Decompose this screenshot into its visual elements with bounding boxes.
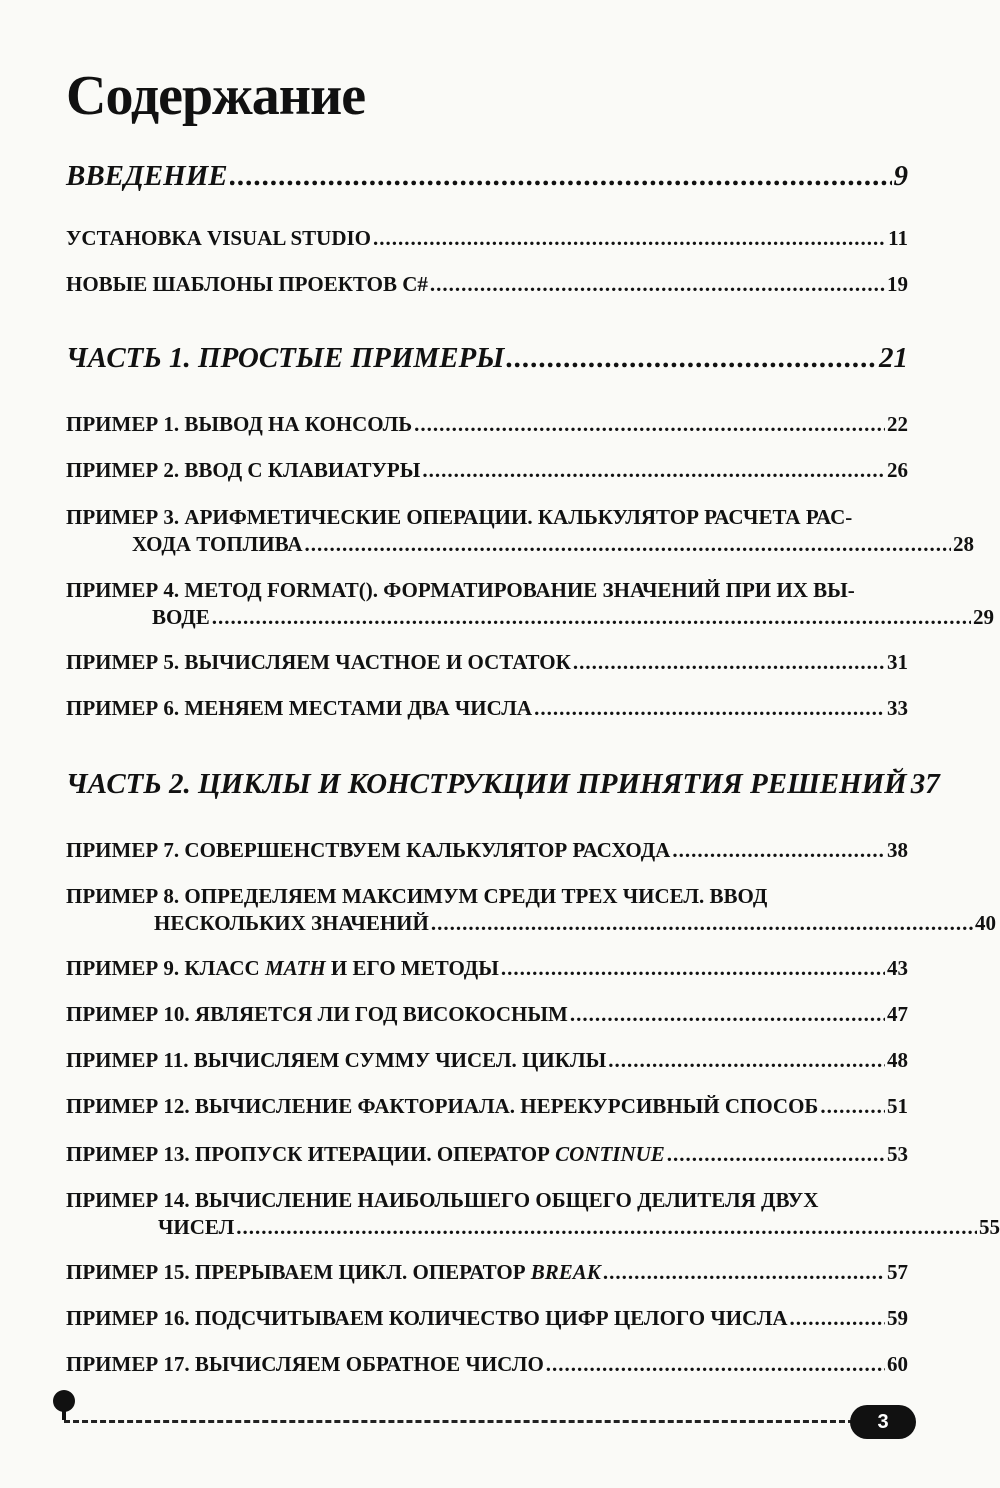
- toc-entry-title-part: ЧАСТЬ 1. ПРОСТЫЕ ПРИМЕРЫ: [66, 342, 505, 374]
- toc-entry-title-part: ПРИМЕР 17. ВЫЧИСЛЯЕМ ОБРАТНОЕ ЧИСЛО: [66, 1352, 544, 1376]
- toc-page-number: 47: [887, 1002, 908, 1026]
- toc-leader-dots: [422, 458, 885, 483]
- toc-entry-title-part: ПРИМЕР 14. ВЫЧИСЛЕНИЕ НАИБОЛЬШЕГО ОБЩЕГО ДЕЛИТЕЛЯ ДВУХ: [66, 1188, 819, 1212]
- toc-page-number: 48: [887, 1048, 908, 1072]
- toc-leader-dots: [431, 911, 973, 936]
- toc-entry-title: [66, 1188, 818, 1213]
- toc-page-number: 43: [887, 956, 908, 980]
- toc-line: [66, 1215, 1000, 1240]
- footer-bullet-stem: [62, 1408, 66, 1420]
- toc-line: [66, 696, 908, 721]
- toc-page-number: 51: [887, 1094, 908, 1118]
- toc-entry-title: [66, 342, 504, 375]
- toc-line: [66, 1142, 908, 1167]
- toc-line: [66, 532, 974, 557]
- toc-page-number: 11: [888, 226, 908, 250]
- toc-line: [66, 838, 908, 863]
- toc-page-number: 21: [879, 342, 908, 374]
- toc-page-number: 22: [887, 412, 908, 436]
- toc-entry-title-part: ПРИМЕР 13. ПРОПУСК ИТЕРАЦИИ. ОПЕРАТОР: [66, 1142, 556, 1166]
- toc-line: [66, 458, 908, 483]
- toc-entry: [66, 1048, 908, 1073]
- toc-entry-title: [66, 1260, 601, 1285]
- toc-entry: [66, 1352, 908, 1377]
- toc-line: [66, 272, 908, 297]
- toc-page-number: 28: [953, 532, 974, 556]
- toc-entry: [66, 956, 908, 981]
- toc-entry-title-keyword: CONTINUE: [555, 1142, 665, 1166]
- toc-line: [66, 1094, 908, 1119]
- toc-leader-dots: [672, 838, 885, 863]
- toc-entry-title: [154, 911, 429, 936]
- toc-entry-title-part: ПРИМЕР 15. ПРЕРЫВАЕМ ЦИКЛ. ОПЕРАТОР: [66, 1260, 531, 1284]
- toc-entry-title: [66, 1048, 606, 1073]
- toc-entry-title: [66, 160, 228, 193]
- toc-entry-title-part: НЕСКОЛЬКИХ ЗНАЧЕНИЙ: [154, 911, 429, 935]
- toc-entry-title: [66, 1306, 788, 1331]
- toc-entry: [66, 458, 908, 483]
- toc-line: [66, 605, 994, 630]
- toc-entry-title-part: ПРИМЕР 4. МЕТОД FORMAT(). ФОРМАТИРОВАНИЕ ЗНАЧЕНИЙ ПРИ ИХ ВЫ-: [66, 578, 855, 602]
- toc-page-number: 19: [887, 272, 908, 296]
- toc-chapter: [66, 768, 940, 801]
- toc-entry-title-keyword: BREAK: [530, 1260, 601, 1284]
- toc-page-number: 57: [887, 1260, 908, 1284]
- toc-entry-title-keyword: MATH: [264, 956, 326, 980]
- toc-page-number: 59: [887, 1306, 908, 1330]
- toc-entry-title-part: ПРИМЕР 7. СОВЕРШЕНСТВУЕМ КАЛЬКУЛЯТОР РАСХОДА: [66, 838, 671, 862]
- toc-leader-dots: [430, 272, 885, 297]
- toc-entry-title-part: УСТАНОВКА VISUAL STUDIO: [66, 226, 371, 250]
- toc-entry: [66, 1188, 1000, 1240]
- toc-line: [66, 160, 908, 193]
- toc-entry-title: [66, 226, 371, 251]
- toc-line: [66, 911, 996, 936]
- toc-entry-title: [158, 1215, 234, 1240]
- toc-entry: [66, 1142, 908, 1167]
- toc-entry-title: [132, 532, 302, 557]
- toc-entry-title-part: ПРИМЕР 9. КЛАСС: [66, 956, 265, 980]
- toc-leader-dots: [501, 956, 885, 981]
- toc-leader-dots: [790, 1306, 885, 1331]
- toc-line: [66, 1260, 908, 1285]
- footer-dashed-rule: [64, 1420, 854, 1423]
- toc-entry: [66, 1094, 908, 1119]
- toc-entry-title: [66, 1094, 818, 1119]
- toc-entry-title: [66, 412, 412, 437]
- toc-leader-dots: [230, 160, 892, 193]
- toc-entry-title: [66, 838, 670, 863]
- toc-entry-title-part: ПРИМЕР 1. ВЫВОД НА КОНСОЛЬ: [66, 412, 413, 436]
- toc-leader-dots: [304, 532, 951, 557]
- toc-entry-title-part: ПРИМЕР 8. ОПРЕДЕЛЯЕМ МАКСИМУМ СРЕДИ ТРЕХ ЧИСЕЛ. ВВОД: [66, 884, 768, 908]
- toc-entry-title-part: ВОДЕ: [152, 605, 210, 629]
- toc-leader-dots: [236, 1215, 977, 1240]
- toc-leader-dots: [608, 1048, 885, 1073]
- toc-entry: [66, 838, 908, 863]
- toc-entry-title-part: ВВЕДЕНИЕ: [66, 160, 228, 192]
- toc-entry-title-part: ПРИМЕР 12. ВЫЧИСЛЕНИЕ ФАКТОРИАЛА. НЕРЕКУРСИВНЫЙ СПОСОБ: [66, 1094, 819, 1118]
- toc-page-number: 55: [979, 1215, 1000, 1239]
- page-number: 3: [877, 1410, 889, 1433]
- toc-entry: [66, 1260, 908, 1285]
- toc-line: [66, 956, 908, 981]
- toc-entry: [66, 505, 974, 557]
- toc-line: [66, 1048, 908, 1073]
- toc-entry-title: [66, 650, 571, 675]
- toc-entry-title-part: ПРИМЕР 10. ЯВЛЯЕТСЯ ЛИ ГОД ВИСОКОСНЫМ: [66, 1002, 568, 1026]
- toc-entry: [66, 1002, 908, 1027]
- toc-line: [66, 226, 908, 251]
- toc-leader-dots: [667, 1142, 885, 1167]
- toc-entry-title-part: ПРИМЕР 5. ВЫЧИСЛЯЕМ ЧАСТНОЕ И ОСТАТОК: [66, 650, 571, 674]
- toc-page-number: 53: [887, 1142, 908, 1166]
- toc-leader-dots: [546, 1352, 885, 1377]
- toc-line: [66, 1352, 908, 1377]
- toc-entry-title: [66, 1352, 544, 1377]
- toc-entry: [66, 226, 908, 251]
- toc-leader-dots: [820, 1094, 885, 1119]
- toc-entry: [66, 884, 996, 936]
- toc-entry-title: [66, 272, 428, 297]
- toc-chapter: [66, 342, 908, 375]
- toc-entry-title-part: НОВЫЕ ШАБЛОНЫ ПРОЕКТОВ C#: [66, 272, 428, 296]
- toc-entry-title: [66, 1142, 665, 1167]
- toc-page-number: 9: [893, 160, 908, 192]
- toc-leader-dots: [534, 696, 885, 721]
- toc-page-number: 40: [975, 911, 996, 935]
- toc-page-number: 60: [887, 1352, 908, 1376]
- toc-entry-title: [66, 884, 767, 909]
- toc-entry-title: [66, 578, 855, 603]
- toc-entry: [66, 1306, 908, 1331]
- toc-leader-dots: [573, 650, 885, 675]
- toc-entry-title: [66, 696, 532, 721]
- toc-line: [66, 505, 908, 530]
- toc-line: [66, 1306, 908, 1331]
- toc-entry: [66, 650, 908, 675]
- page-title: Содержание: [66, 65, 366, 127]
- toc-leader-dots: [506, 342, 877, 375]
- toc-entry-title: [66, 768, 907, 801]
- toc-entry: [66, 578, 994, 630]
- toc-entry: [66, 696, 908, 721]
- toc-entry-title: [66, 458, 420, 483]
- toc-line: [66, 578, 908, 603]
- toc-line: [66, 1188, 908, 1213]
- toc-line: [66, 1002, 908, 1027]
- toc-line: [66, 884, 908, 909]
- toc-entry: [66, 412, 908, 437]
- toc-line: [66, 650, 908, 675]
- toc-entry-title-part: ХОДА ТОПЛИВА: [132, 532, 303, 556]
- toc-entry-title: [152, 605, 210, 630]
- toc-page-number: 29: [973, 605, 994, 629]
- toc-entry-title: [66, 956, 499, 981]
- toc-entry-title-part: ЧАСТЬ 2. ЦИКЛЫ И КОНСТРУКЦИИ ПРИНЯТИЯ РЕШЕНИЙ: [66, 768, 907, 800]
- toc-leader-dots: [212, 605, 971, 630]
- toc-entry-title: [66, 1002, 568, 1027]
- toc-leader-dots: [570, 1002, 885, 1027]
- toc-entry-title-part: ПРИМЕР 3. АРИФМЕТИЧЕСКИЕ ОПЕРАЦИИ. КАЛЬКУЛЯТОР РАСЧЕТА РАС-: [66, 505, 853, 529]
- toc-page-number: 37: [910, 768, 940, 800]
- toc-page-number: 31: [887, 650, 908, 674]
- toc-page-number: 26: [887, 458, 908, 482]
- toc-leader-dots: [414, 412, 885, 437]
- toc-entry-title-part: ПРИМЕР 6. МЕНЯЕМ МЕСТАМИ ДВА ЧИСЛА: [66, 696, 533, 720]
- toc-page-number: 38: [887, 838, 908, 862]
- toc-entry-title-part: ЧИСЕЛ: [158, 1215, 235, 1239]
- toc-leader-dots: [603, 1260, 885, 1285]
- toc-entry-title-part: ПРИМЕР 2. ВВОД С КЛАВИАТУРЫ: [66, 458, 421, 482]
- toc-entry-title-part: И ЕГО МЕТОДЫ: [325, 956, 499, 980]
- toc-page-number: 33: [887, 696, 908, 720]
- toc-entry: [66, 272, 908, 297]
- toc-leader-dots: [373, 226, 886, 251]
- page-number-badge: [850, 1405, 916, 1439]
- toc-line: [66, 412, 908, 437]
- toc-chapter: [66, 160, 908, 193]
- toc-line: [66, 768, 940, 801]
- toc-entry-title: [66, 505, 852, 530]
- toc-entry-title-part: ПРИМЕР 16. ПОДСЧИТЫВАЕМ КОЛИЧЕСТВО ЦИФР ЦЕЛОГО ЧИСЛА: [66, 1306, 788, 1330]
- toc-line: [66, 342, 908, 375]
- toc-entry-title-part: ПРИМЕР 11. ВЫЧИСЛЯЕМ СУММУ ЧИСЕЛ. ЦИКЛЫ: [66, 1048, 607, 1072]
